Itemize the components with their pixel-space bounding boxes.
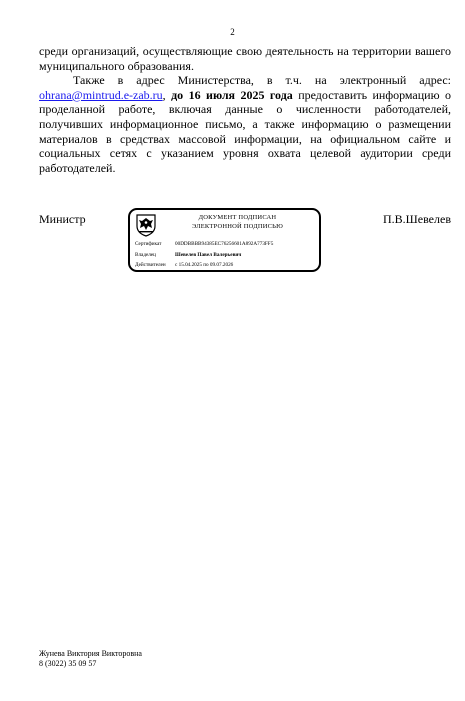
stamp-title bbox=[160, 213, 315, 231]
stamp-validity-row bbox=[135, 262, 233, 268]
paragraph-2-comma: , bbox=[162, 87, 172, 102]
stamp-title-line-2: ЭЛЕКТРОННОЙ ПОДПИСЬЮ bbox=[192, 223, 283, 230]
stamp-title-line-1: ДОКУМЕНТ ПОДПИСАН bbox=[198, 214, 277, 221]
stamp-owner-row bbox=[135, 252, 241, 258]
page-number: 2 bbox=[230, 27, 235, 37]
certificate-label: Сертификат bbox=[135, 241, 162, 247]
executor-phone: 8 (3022) 35 09 57 bbox=[39, 659, 97, 668]
owner-value: Шевелев Павел Валерьевич bbox=[175, 252, 242, 258]
signer-position: Министр bbox=[39, 212, 86, 226]
email-link[interactable]: ohrana@mintrud.e-zab.ru bbox=[39, 87, 163, 102]
paragraph-2-rest: предоставить информацию о проделанной работе, включая данные о численности работодателей, получивших информационное письмо, а также информацию о размещении материалов в средствах массовой информации, на официальном сайте и социальных сетях с указанием уровня охвата целевой аудитории среди работодателей. bbox=[39, 87, 451, 175]
paragraph-1: среди организаций, осуществляющие свою деятельность на территории вашего муниципального образования. bbox=[39, 44, 451, 73]
electronic-signature-stamp bbox=[128, 208, 321, 272]
owner-label: Владелец bbox=[135, 252, 156, 258]
paragraph-2-lead: Также в адрес Министерства, в т.ч. на электронный адрес: bbox=[73, 73, 451, 88]
paragraph-2 bbox=[39, 73, 451, 175]
letter-body bbox=[39, 44, 451, 175]
signature-block bbox=[39, 208, 451, 283]
certificate-value: 00DDBBBB94385EC76256601A892A773FF5 bbox=[175, 241, 274, 247]
deadline-text: до 16 июля 2025 года bbox=[171, 87, 293, 102]
validity-value: с 15.04.2025 по 09.07.2026 bbox=[175, 262, 234, 268]
executor-info bbox=[39, 649, 142, 669]
signer-name: П.В.Шевелев bbox=[382, 212, 451, 226]
coat-of-arms-icon bbox=[135, 213, 157, 237]
stamp-certificate-row bbox=[135, 241, 273, 247]
executor-name: Жунева Виктория Викторовна bbox=[39, 649, 142, 658]
validity-label: Действителен bbox=[135, 262, 166, 268]
